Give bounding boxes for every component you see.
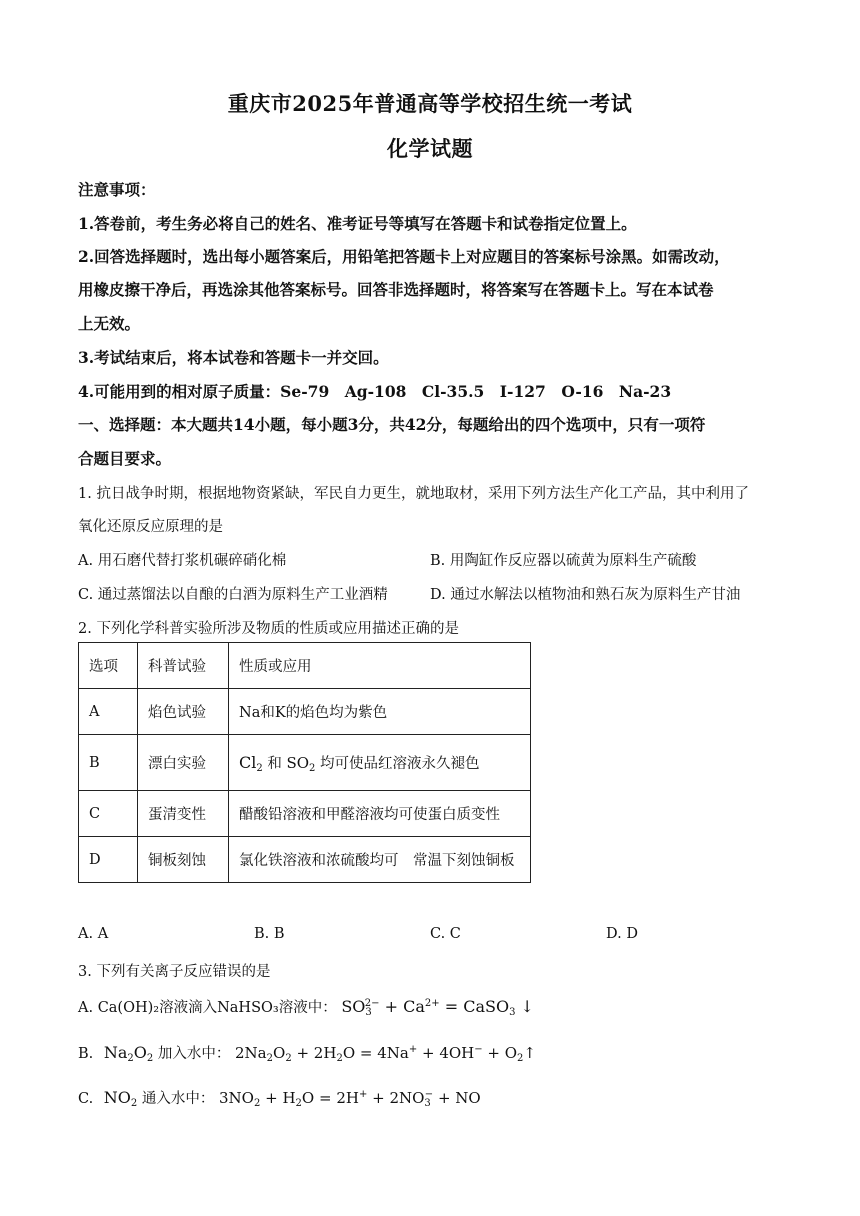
table-cell-description: [229, 735, 531, 791]
notice-heading: 注意事项：: [78, 180, 156, 199]
table-header-cell: 性质或应用: [229, 643, 531, 689]
q3-option-b-text: 加入水中：: [157, 1046, 231, 1062]
q3-option-a: [78, 996, 534, 1018]
table-cell-experiment: 蛋清变性: [138, 791, 229, 837]
table-cell-experiment: 漂白实验: [138, 735, 229, 791]
table-cell-experiment: 铜板刻蚀: [138, 837, 229, 883]
table-cell-option: A: [79, 689, 138, 735]
q3-option-c-equation: $3NO_2 + H_2O = 2H^+ + 2NO_3^-$ + NO: [219, 1089, 481, 1109]
q3-option-a-label: A. Ca(OH)₂溶液滴入NaHSO₃溶液中：: [78, 1000, 337, 1016]
table-header-cell: 选项: [79, 643, 138, 689]
q1-option-a: A. 用石磨代替打浆机碾碎硝化棉: [78, 553, 287, 569]
text-and: 和: [262, 755, 287, 772]
table-row: [79, 837, 531, 883]
exam-title: 重庆市2025年普通高等学校招生统一考试: [227, 91, 633, 116]
q1-option-c: C. 通过蒸馏法以自酿的白酒为原料生产工业酒精: [78, 587, 388, 603]
notice-item-3: 3.考试结束后，将本试卷和答题卡一并交回。: [78, 348, 389, 367]
table-header-row: [79, 643, 531, 689]
table-cell-experiment: 焰色试验: [138, 689, 229, 735]
q3-stem: 3. 下列有关离子反应错误的是: [78, 964, 271, 980]
table-cell-description: 醋酸铅溶液和甲醛溶液均可使蛋白质变性: [229, 791, 531, 837]
section-heading-line-2: 合题目要求。: [78, 449, 172, 468]
q3-option-a-equation: $SO_3^{2-} + Ca^{2+}$ = CaSO$_3$ ↓: [341, 997, 534, 1018]
q3-option-b-reactant: $Na_2O_2$: [103, 1043, 154, 1064]
q2-answer-a: A. A: [78, 926, 109, 942]
q1-option-d: D. 通过水解法以植物油和熟石灰为原料生产甘油: [430, 587, 741, 603]
notice-item-2-line-1: 2.回答选择题时，选出每小题答案后，用铅笔把答题卡上对应题目的答案标号涂黑。如需改动，: [78, 247, 730, 266]
q3-option-c-text: 通入水中：: [141, 1091, 215, 1107]
subscript: 2: [309, 762, 316, 774]
q1-stem-line-1: 1. 抗日战争时期，根据地物资紧缺，军民自力更生，就地取材，采用下列方法生产化工产品，其中利用了: [78, 486, 749, 502]
q2-stem: 2. 下列化学科普实验所涉及物质的性质或应用描述正确的是: [78, 621, 459, 637]
formula-so: SO: [286, 753, 310, 772]
table-header-cell: 科普试验: [138, 643, 229, 689]
q1-stem-line-2: 氧化还原反应原理的是: [78, 519, 223, 535]
text-rest: 均可使品红溶液永久褪色: [315, 755, 480, 772]
formula-cl: Cl: [239, 752, 257, 772]
q3-option-c-label: C.: [78, 1091, 94, 1107]
table-cell-option: B: [79, 735, 138, 791]
table-cell-option: D: [79, 837, 138, 883]
table-cell-option: C: [79, 791, 138, 837]
q1-option-b: B. 用陶缸作反应器以硫黄为原料生产硫酸: [430, 553, 697, 569]
notice-item-2-line-2: 用橡皮擦干净后，再选涂其他答案标号。回答非选择题时，将答案写在答题卡上。写在本试卷: [78, 280, 714, 299]
q3-option-b-label: B.: [78, 1046, 94, 1062]
notice-item-1: 1.答卷前，考生务必将自己的姓名、准考证号等填写在答题卡和试卷指定位置上。: [78, 214, 637, 233]
table-row: [79, 791, 531, 837]
q2-answer-b: B. B: [254, 926, 285, 942]
q2-table: [78, 642, 531, 883]
notice-item-2-line-3: 上无效。: [78, 314, 141, 333]
subscript: 2: [256, 762, 263, 774]
table-row: [79, 689, 531, 735]
notice-item-4: 4.可能用到的相对原子质量：Se-79 Ag-108 Cl-35.5 I-127 O-16 Na-23: [78, 382, 672, 401]
q3-option-b: [78, 1042, 536, 1064]
q3-option-c: [78, 1087, 481, 1109]
q2-answer-d: D. D: [606, 926, 638, 942]
table-row: [79, 735, 531, 791]
q3-option-b-equation: $2Na_2O_2 + 2H_2O = 4Na^+ + 4OH^-$ + $O_2↑$: [235, 1044, 536, 1064]
table-cell-description: Na和K的焰色均为紫色: [229, 689, 531, 735]
exam-subtitle: 化学试题: [387, 136, 473, 161]
table-cell-description: 氯化铁溶液和浓硫酸均可 常温下刻蚀铜板: [229, 837, 531, 883]
q3-option-c-reactant: $NO_2$: [103, 1088, 138, 1109]
q2-answer-c: C. C: [430, 926, 461, 942]
section-heading-line-1: 一、选择题：本大题共14小题，每小题3分，共42分，每题给出的四个选项中，只有一项符: [78, 415, 706, 434]
